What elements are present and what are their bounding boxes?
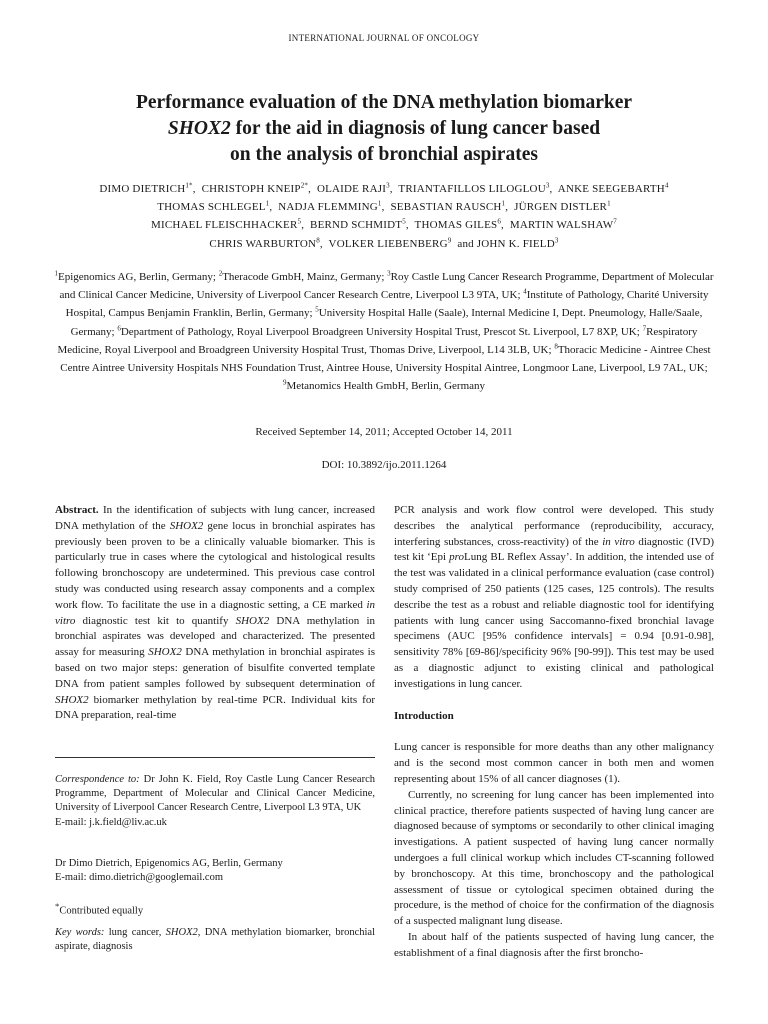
intro-paragraph-3: In about half of the patients suspected of having lung cancer, the establishment of a final diagnosis after the first broncho- — [394, 930, 714, 959]
author-affiliation-mark: 1 — [607, 199, 611, 208]
affiliation-text: Respiratory Medicine, Royal Liverpool and Broadgreen University Hospital Trust, Thomas Drive, Liverpool, L14 3LB, UK; — [57, 325, 698, 356]
author-affiliation-mark: 9 — [447, 235, 452, 244]
author-name: SEBASTIAN RAUSCH — [390, 201, 502, 214]
equal-sup: * — [55, 901, 60, 911]
author-affiliation-mark: 2* — [300, 181, 309, 190]
author-affiliation-mark: 1* — [185, 181, 193, 190]
journal-header: INTERNATIONAL JOURNAL OF ONCOLOGY — [288, 33, 480, 43]
abstract-left-column — [55, 503, 375, 724]
affiliation-number: 9 — [282, 378, 287, 387]
paper-title — [60, 90, 708, 168]
affiliation-text: Theracode GmbH, Mainz, Germany; — [222, 271, 388, 283]
author-affiliation-mark: 4 — [664, 181, 669, 190]
author-affiliation-mark: 8 — [316, 235, 320, 244]
author-name: MARTIN WALSHAW — [509, 219, 614, 232]
abstract-text-left: In the identification of subjects with lung cancer, increased DNA methylation of the SHOX2 gene locus in bronchial aspirates has previously been proven to be a clinically valuable biomarker. This is particularly true in cases where the cytological and histological results following bronchoscopy are undetermined. This previous case control study was conducted using research assay components and a complex work flow. To facilitate the use in a diagnostic setting, a CE marked in vitro diagnostic test kit to quantify SHOX2 DNA methylation in bronchial aspirates was developed and characterized. The presented assay for measuring SHOX2 DNA methylation in bronchial aspirates is based on two major steps: generation of bisulfite converted template DNA from patient samples followed by subsequent determination of SHOX2 biomarker methylation by real-time PCR. Individual kits for DNA preparation, real-time — [55, 504, 375, 722]
title-line-3: on the analysis of bronchial aspirates — [230, 144, 538, 165]
title-line-2 — [60, 116, 708, 142]
correspondence-text: Dr John K. Field, Roy Castle Lung Cancer Research Programme, Department of Molecular and Clinical Cancer Medicine, University of Liverpool Cancer Research Centre, Liverpool L3 9TA, UK — [55, 774, 375, 814]
author-separator: , — [501, 219, 510, 232]
footnote-divider — [55, 757, 375, 758]
keywords-label: Key words: — [55, 927, 105, 938]
affiliation-number: 1 — [54, 269, 58, 278]
intro-paragraph-1: Lung cancer is responsible for more deaths than any other malignancy and is the second most common cancer in both men and women representing about 15% of all cancer diagnoses (1). — [394, 741, 714, 785]
affiliation-number: 3 — [387, 269, 391, 278]
affiliation-text: Department of Pathology, Royal Liverpool Broadgreen University Hospital Trust, Prescot St. Liverpool, L7 8XP, UK; — [120, 325, 643, 338]
author-list — [50, 180, 718, 253]
affiliation-text: Institute of Pathology, Charité University Hospital, Campus Benjamin Franklin, Berlin, Germany; — [65, 289, 709, 320]
author-separator: , — [308, 183, 317, 195]
author-name: ANKE SEEGEBARTH — [557, 183, 665, 195]
author-name: THOMAS GILES — [414, 219, 498, 232]
affiliation-text: University Hospital Halle (Saale), Internal Medicine I, Dept. Pneumology, Halle/Saale, Germany; — [70, 307, 703, 338]
author-separator: , — [381, 201, 391, 214]
affiliation-number: 2 — [218, 269, 223, 278]
author-name: NADJA FLEMMING — [278, 201, 378, 214]
spacer — [394, 724, 714, 740]
author-affiliation-mark: 1 — [265, 199, 270, 208]
intro-paragraph-2: Currently, no screening for lung cancer has been implemented into clinical practice, therefore patients suspected of having lung cancer are diagnosed because of symptoms or secondarily to other clinical imaging investigations. A patient suspected of having lung cancer normally undergoes a full clinical workup which includes CT-scanning followed by bronchoscopy. At this time, bronchoscopy and the pathological assessment of tissue or cytological specimen obtained during the procedure, is the method of choice for the confirmation of the diagnosis of a suspected malignant lung disease. — [394, 788, 714, 928]
author-line — [50, 216, 718, 234]
title-gene: SHOX2 — [167, 118, 231, 139]
affiliation-text: Roy Castle Lung Cancer Research Programme, Department of Molecular and Clinical Cancer Medicine, University of Liverpool Cancer Research Centre, Liverpool L3 9TA, UK; — [59, 271, 714, 302]
title-line-1: Performance evaluation of the DNA methylation biomarker — [135, 92, 633, 113]
author-name: BERND SCHMIDT — [310, 219, 403, 232]
author-name: MICHAEL FLEISCHHACKER — [150, 219, 298, 232]
abstract-text-right: PCR analysis and work flow control were developed. This study describes the analytical performance (reproducibility, accuracy, interfering substances, cross-reactivity) of the in vitro diagnostic (IVD) test kit ‘Epi proLung BL Reflex Assay’. In addition, the intended use of the test was validated in a clinical performance evaluation (case control) study comprised of 250 patients (125 cases, 125 controls). The results describe the test as a robust and reliable diagnostic tool for identifying patients with lung cancer using Saccomanno-fixed bronchial lavage specimens (AUC [95% confidence intervals] = 0.94 [0.91-0.98], sensitivity 78% [69-86]/specificity 96% [90-99]). This test may be used as a diagnostic adjunct to existing clinical and pathological investigations in lung cancer. — [394, 504, 714, 690]
author-separator: , — [192, 183, 202, 195]
affiliation-number: 4 — [523, 287, 527, 296]
author-affiliation-mark: 5 — [402, 217, 406, 226]
correspondence-email: E-mail: j.k.field@liv.ac.uk — [55, 816, 167, 828]
affiliation-text: Epigenomics AG, Berlin, Germany; — [57, 271, 219, 283]
author-affiliation-mark: 1 — [377, 199, 382, 208]
affiliation-text: Thoracic Medicine - Aintree Chest Centre Aintree University Hospitals NHS Foundation Trust, Aintree House, University Hospital Aintree, Longmoor Lane, Liverpool, L9 7AL, UK; — [60, 343, 711, 375]
author-affiliation-mark: 3 — [545, 181, 550, 190]
author-name: DIMO DIETRICH — [99, 183, 186, 195]
affiliation-text: Metanomics Health GmbH, Berlin, Germany — [286, 380, 486, 393]
affiliation-number: 7 — [642, 323, 647, 332]
spacer — [394, 693, 714, 709]
keywords-note — [55, 926, 375, 954]
author-affiliation-mark: 3 — [386, 181, 390, 190]
author-name: THOMAS SCHLEGEL — [157, 201, 266, 214]
title-line-2-rest: for the aid in diagnosis of lung cancer based — [230, 118, 601, 139]
abstract-label: Abstract. — [55, 504, 99, 516]
affiliations — [52, 268, 716, 395]
author-line — [50, 198, 718, 216]
affiliation-number: 6 — [117, 323, 121, 332]
author-name: VOLKER LIEBENBERG — [328, 237, 448, 250]
second-email: E-mail: dimo.dietrich@googlemail.com — [55, 872, 224, 884]
author-separator: , — [505, 201, 515, 214]
right-column — [394, 503, 714, 962]
author-affiliation-mark: 1 — [501, 199, 506, 208]
author-separator: , — [301, 219, 311, 232]
author-affiliation-mark: 7 — [613, 217, 617, 226]
second-contact: Dr Dimo Dietrich, Epigenomics AG, Berlin, Germany — [55, 858, 283, 869]
author-name: and JOHN K. FIELD — [457, 237, 555, 250]
author-name: TRIANTAFILLOS LILOGLOU — [398, 183, 546, 195]
author-line — [50, 235, 718, 253]
equal-text: Contributed equally — [59, 905, 144, 917]
equal-contribution-note — [55, 899, 375, 919]
author-separator: , — [405, 219, 415, 232]
keywords-text: lung cancer, SHOX2, DNA methylation biomarker, bronchial aspirate, diagnosis — [55, 927, 376, 953]
author-separator: , — [549, 183, 558, 195]
author-name: JÜRGEN DISTLER — [514, 201, 608, 214]
abstract-paragraph — [55, 503, 375, 724]
correspondence-label: Correspondence to: — [55, 774, 140, 785]
correspondence-note — [55, 773, 375, 830]
introduction-heading: Introduction — [394, 709, 454, 722]
author-affiliation-mark: 5 — [297, 217, 302, 226]
author-name: OLAIDE RAJI — [316, 183, 387, 195]
author-affiliation-mark: 3 — [554, 235, 559, 244]
author-affiliation-mark: 6 — [497, 217, 502, 226]
author-separator: , — [389, 183, 399, 195]
author-name: CHRISTOPH KNEIP — [201, 183, 301, 195]
author-separator: , — [319, 237, 329, 250]
doi: DOI: 10.3892/ijo.2011.1264 — [321, 459, 447, 471]
received-dates: Received September 14, 2011; Accepted October 14, 2011 — [255, 426, 513, 438]
affiliation-number: 5 — [315, 305, 319, 314]
author-separator: , — [269, 201, 279, 214]
author-line — [50, 180, 718, 198]
author-name: CHRIS WARBURTON — [209, 237, 317, 250]
second-contact-note — [55, 857, 375, 885]
affiliation-number: 8 — [554, 342, 558, 351]
